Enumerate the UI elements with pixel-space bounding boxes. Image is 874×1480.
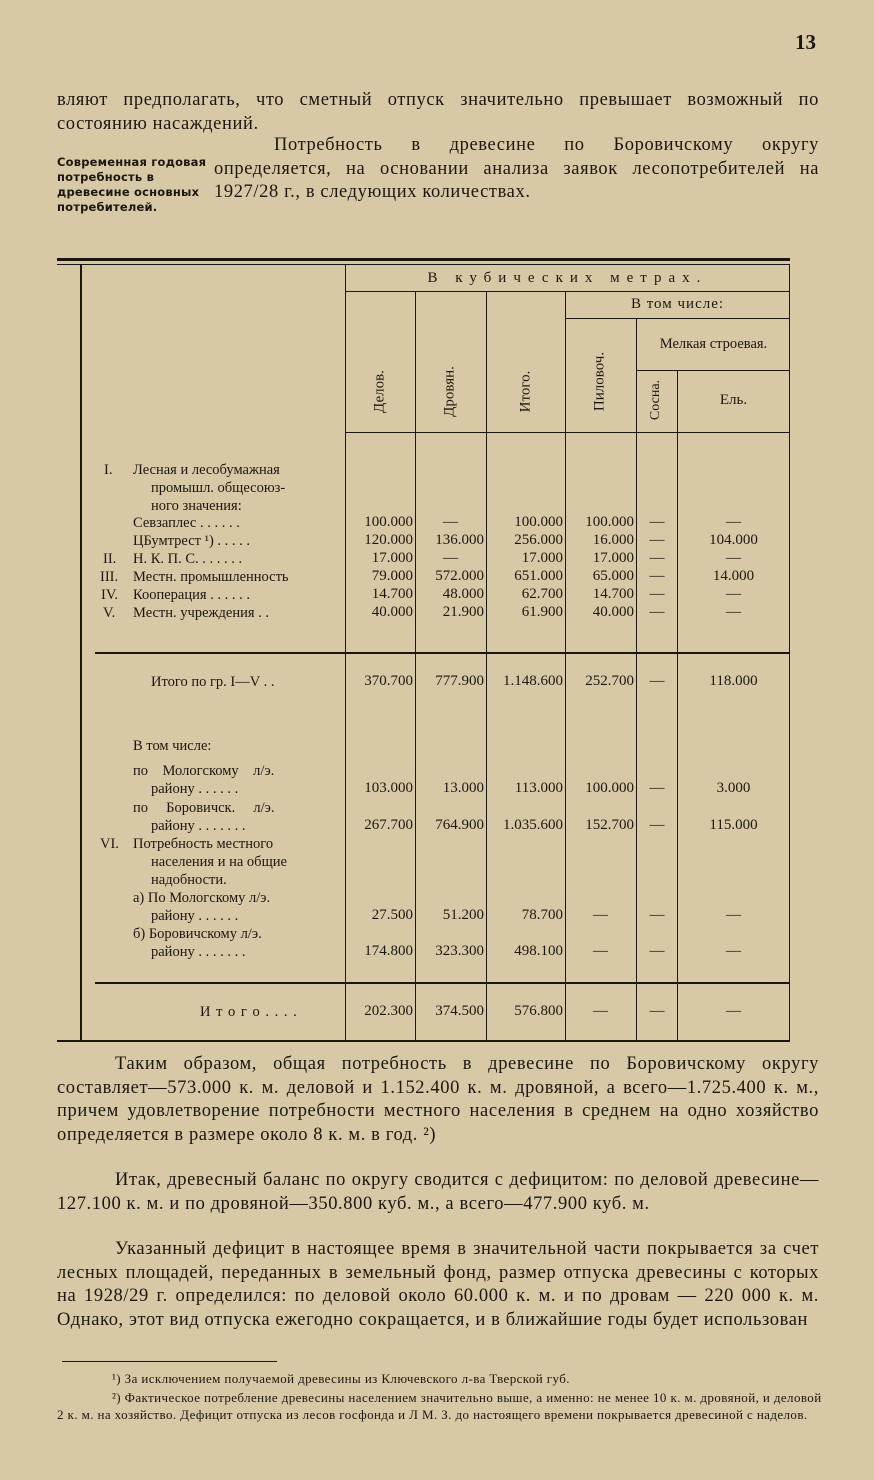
- cell-molog-delov: 103.000: [364, 780, 413, 796]
- footnote-1: [57, 1370, 822, 1387]
- footnote-2-text: ²) Фактическое потребление древесины населением значительно выше, а именно: не менее 10 к. м. дровяной, и деловой 2 к. м. на хозяйство. Дефицит отпуска из лесов госфонда и Л М. З. до настоящего времени покрывается древесиной с наделов.: [57, 1390, 822, 1422]
- cell-molog-itogo: 113.000: [514, 780, 563, 796]
- cell-itogo-el: —: [726, 1003, 741, 1019]
- cell-nkps-drovyan: —: [443, 550, 458, 566]
- cell-tsbumtrest-drovyan: 136.000: [435, 532, 484, 548]
- cell-itogo-itogo: 576.800: [514, 1003, 563, 1019]
- row-label-1a: Лесная и лесобумажная: [133, 462, 280, 478]
- table-left-rule: [80, 264, 82, 1041]
- cell-kooper-pilovoch: 14.700: [592, 586, 634, 602]
- sidenote: Современная годовая потребность в древесине основных потребителей.: [57, 155, 207, 214]
- paragraph-top: вляют предполагать, что сметный отпуск значительно превышает возможный по состоянию насаждений.: [57, 90, 819, 134]
- header-subgroup-rule: [565, 318, 790, 319]
- cell-a-pilovoch: —: [593, 907, 608, 923]
- cell-mestuchr-delov: 40.000: [371, 604, 413, 620]
- row-label-b2: району . . . . . . .: [151, 944, 246, 960]
- paragraph-1: [57, 1053, 819, 1147]
- cell-a-el: —: [726, 907, 741, 923]
- header-group-rule: [345, 291, 790, 292]
- cell-sevzaples-pilovoch: 100.000: [585, 514, 634, 530]
- cell-a-itogo: 78.700: [521, 907, 563, 923]
- header-bottom-rule: [345, 432, 790, 433]
- table-top-rule: [57, 258, 790, 261]
- row-num-2: II.: [103, 551, 117, 567]
- row-label-b1: б) Боровичскому л/э.: [133, 926, 262, 942]
- row-label-tsbumtrest: ЦБумтрест ¹) . . . . .: [133, 533, 251, 549]
- cell-itogo15-el: 118.000: [709, 673, 758, 689]
- cell-mestuchr-sosna: —: [649, 604, 665, 620]
- cell-itogo-delov: 202.300: [364, 1003, 413, 1019]
- cell-nkps-itogo: 17.000: [521, 550, 563, 566]
- cell-mestuchr-el: —: [726, 604, 741, 620]
- row-label-molog1: по Мологскому л/э.: [133, 763, 275, 779]
- row-label-molog2: району . . . . . .: [151, 781, 239, 797]
- cell-nkps-pilovoch: 17.000: [592, 550, 634, 566]
- table-bottom-rule: [57, 1040, 790, 1042]
- cell-tsbumtrest-sosna: —: [649, 532, 665, 548]
- header-subgroup: В том числе:: [630, 296, 725, 312]
- row-label-kooper: Кооперация . . . . . .: [133, 587, 251, 603]
- row-label-itogo: И т о г о . . . .: [200, 1004, 298, 1020]
- cell-itogo15-pilovoch: 252.700: [585, 673, 634, 689]
- intro-paragraph: [214, 134, 819, 205]
- cell-mestuchr-drovyan: 21.900: [442, 604, 484, 620]
- cell-kooper-sosna: —: [649, 586, 665, 602]
- cell-sevzaples-sosna: —: [649, 514, 665, 530]
- row-label-borov1: по Боровичск. л/э.: [133, 800, 275, 816]
- cell-b-delov: 174.800: [364, 943, 413, 959]
- row-label-a1: а) По Мологскому л/э.: [133, 890, 271, 906]
- cell-kooper-drovyan: 48.000: [442, 586, 484, 602]
- cell-sevzaples-el: —: [726, 514, 741, 530]
- row-label-a2: району . . . . . .: [151, 908, 239, 924]
- cell-itogo15-itogo: 1.148.600: [503, 673, 563, 689]
- cell-b-sosna: —: [649, 943, 665, 959]
- cell-mestprom-sosna: —: [649, 568, 665, 584]
- row-num-4: IV.: [101, 587, 119, 603]
- cell-borov-itogo: 1.035.600: [503, 817, 563, 833]
- row-label-6b: населения и на общие: [151, 854, 287, 870]
- cell-itogo15-delov: 370.700: [364, 673, 413, 689]
- cell-borov-delov: 267.700: [364, 817, 413, 833]
- footnote-rule: [62, 1361, 277, 1362]
- cell-nkps-sosna: —: [649, 550, 665, 566]
- cell-b-drovyan: 323.300: [435, 943, 484, 959]
- col-header-itogo: Итого.: [517, 370, 534, 413]
- cell-molog-el: 3.000: [716, 780, 751, 796]
- itogo-rule: [95, 982, 790, 984]
- col-header-sosna: Сосна.: [648, 379, 663, 421]
- table-right-rule: [789, 264, 790, 1041]
- cell-mestuchr-itogo: 61.900: [521, 604, 563, 620]
- header-small: Мелкая строевая.: [659, 336, 768, 352]
- row-label-1b: промышл. общесоюз-: [151, 480, 286, 496]
- cell-itogo15-drovyan: 777.900: [435, 673, 484, 689]
- cell-mestprom-delov: 79.000: [371, 568, 413, 584]
- cell-sevzaples-itogo: 100.000: [514, 514, 563, 530]
- cell-b-pilovoch: —: [593, 943, 608, 959]
- cell-itogo-sosna: —: [649, 1003, 665, 1019]
- cell-mestprom-drovyan: 572.000: [435, 568, 484, 584]
- row-label-itogo15: Итого по гр. I—V . .: [151, 674, 275, 690]
- cell-nkps-delov: 17.000: [371, 550, 413, 566]
- cell-sevzaples-delov: 100.000: [364, 514, 413, 530]
- footnote-2: [57, 1389, 822, 1423]
- cell-tsbumtrest-el: 104.000: [709, 532, 758, 548]
- cell-borov-sosna: —: [649, 817, 665, 833]
- row-label-vtomchisle: В том числе:: [133, 738, 212, 754]
- cell-molog-drovyan: 13.000: [442, 780, 484, 796]
- col-sep-1: [345, 264, 346, 1041]
- row-label-6c: надобности.: [151, 872, 227, 888]
- row-num-3: III.: [100, 569, 119, 585]
- cell-b-itogo: 498.100: [514, 943, 563, 959]
- header-group: В кубических метрах.: [427, 270, 708, 286]
- col-sep-4: [565, 292, 566, 1041]
- cell-a-drovyan: 51.200: [442, 907, 484, 923]
- col-sep-3: [486, 292, 487, 1041]
- row-label-6a: Потребность местного: [133, 836, 274, 852]
- row-label-1c: ного значения:: [151, 498, 242, 514]
- cell-tsbumtrest-pilovoch: 16.000: [592, 532, 634, 548]
- col-header-drovyan: Дровян.: [441, 366, 458, 417]
- row-num-5: V.: [103, 605, 116, 621]
- cell-a-delov: 27.500: [371, 907, 413, 923]
- page-number: 13: [795, 30, 816, 54]
- cell-nkps-el: —: [726, 550, 741, 566]
- cell-mestuchr-pilovoch: 40.000: [592, 604, 634, 620]
- cell-tsbumtrest-delov: 120.000: [364, 532, 413, 548]
- paragraph-2: [57, 1169, 819, 1216]
- cell-kooper-delov: 14.700: [371, 586, 413, 602]
- row-label-nkps: Н. К. П. С. . . . . . .: [133, 551, 243, 567]
- row-num-6: VI.: [100, 836, 119, 852]
- col-header-delov: Делов.: [371, 370, 388, 413]
- cell-mestprom-el: 14.000: [712, 568, 755, 584]
- footnote-1-text: ¹) За исключением получаемой древесины из Ключевского л-ва Тверской губ.: [112, 1371, 570, 1386]
- cell-molog-pilovoch: 100.000: [585, 780, 634, 796]
- paragraph-1-text: Таким образом, общая потребность в древесине по Боровичскому округу составляет—573.000 к. м. деловой и 1.152.400 к. м. дровяной, а всего—1.725.400 к. м., причем удовлетворение потребности местного населения в среднем на одно хозяйство определяется в размере около 8 к. м. в год. ²): [57, 1054, 819, 1145]
- row-label-borov2: району . . . . . . .: [151, 818, 246, 834]
- row-label-mestprom: Местн. промышленность: [133, 569, 289, 585]
- cell-molog-sosna: —: [649, 780, 665, 796]
- intro-text: Потребность в древесине по Боровичскому округу определяется, на основании анализа заявок лесопотребителей на 1927/28 г., в следующих количествах.: [214, 135, 819, 202]
- cell-mestprom-itogo: 651.000: [514, 568, 563, 584]
- cell-borov-drovyan: 764.900: [435, 817, 484, 833]
- cell-kooper-itogo: 62.700: [521, 586, 563, 602]
- col-sep-2: [415, 292, 416, 1041]
- cell-borov-pilovoch: 152.700: [585, 817, 634, 833]
- cell-itogo15-sosna: —: [649, 673, 665, 689]
- cell-itogo-drovyan: 374.500: [435, 1003, 484, 1019]
- col-sep-6: [677, 370, 678, 1041]
- paragraph-3-text: Указанный дефицит в настоящее время в значительной части покрывается за счет лесных площадей, переданных в земельный фонд, размер отпуска древесины с которых на 1928/29 г. определился: по деловой около 60.000 к. м. и по дровам — 220 000 к. м. Однако, этот вид отпуска ежегодно сокращается, и в ближайшие годы будет использован: [57, 1239, 819, 1330]
- row-label-mestuchr: Местн. учреждения . .: [133, 605, 270, 621]
- cell-kooper-el: —: [726, 586, 741, 602]
- paragraph-3: [57, 1238, 819, 1332]
- cell-borov-el: 115.000: [709, 817, 758, 833]
- cell-b-el: —: [726, 943, 741, 959]
- table-top-rule-thin: [57, 264, 790, 265]
- itogo15-rule: [95, 652, 790, 654]
- cell-mestprom-pilovoch: 65.000: [592, 568, 634, 584]
- cell-a-sosna: —: [649, 907, 665, 923]
- row-num-1: I.: [104, 462, 113, 478]
- cell-tsbumtrest-itogo: 256.000: [514, 532, 563, 548]
- cell-sevzaples-drovyan: —: [443, 514, 458, 530]
- cell-itogo-pilovoch: —: [593, 1003, 608, 1019]
- paragraph-2-text: Итак, древесный баланс по округу сводится с дефицитом: по деловой древесине—127.100 к. м. и по дровяной—350.800 куб. м., а всего—477.900 куб. м.: [57, 1170, 819, 1214]
- col-header-el: Ель.: [719, 392, 748, 408]
- row-label-sevzaples: Севзаплес . . . . . .: [133, 515, 240, 531]
- col-header-pilovoch: Пиловоч.: [591, 351, 608, 412]
